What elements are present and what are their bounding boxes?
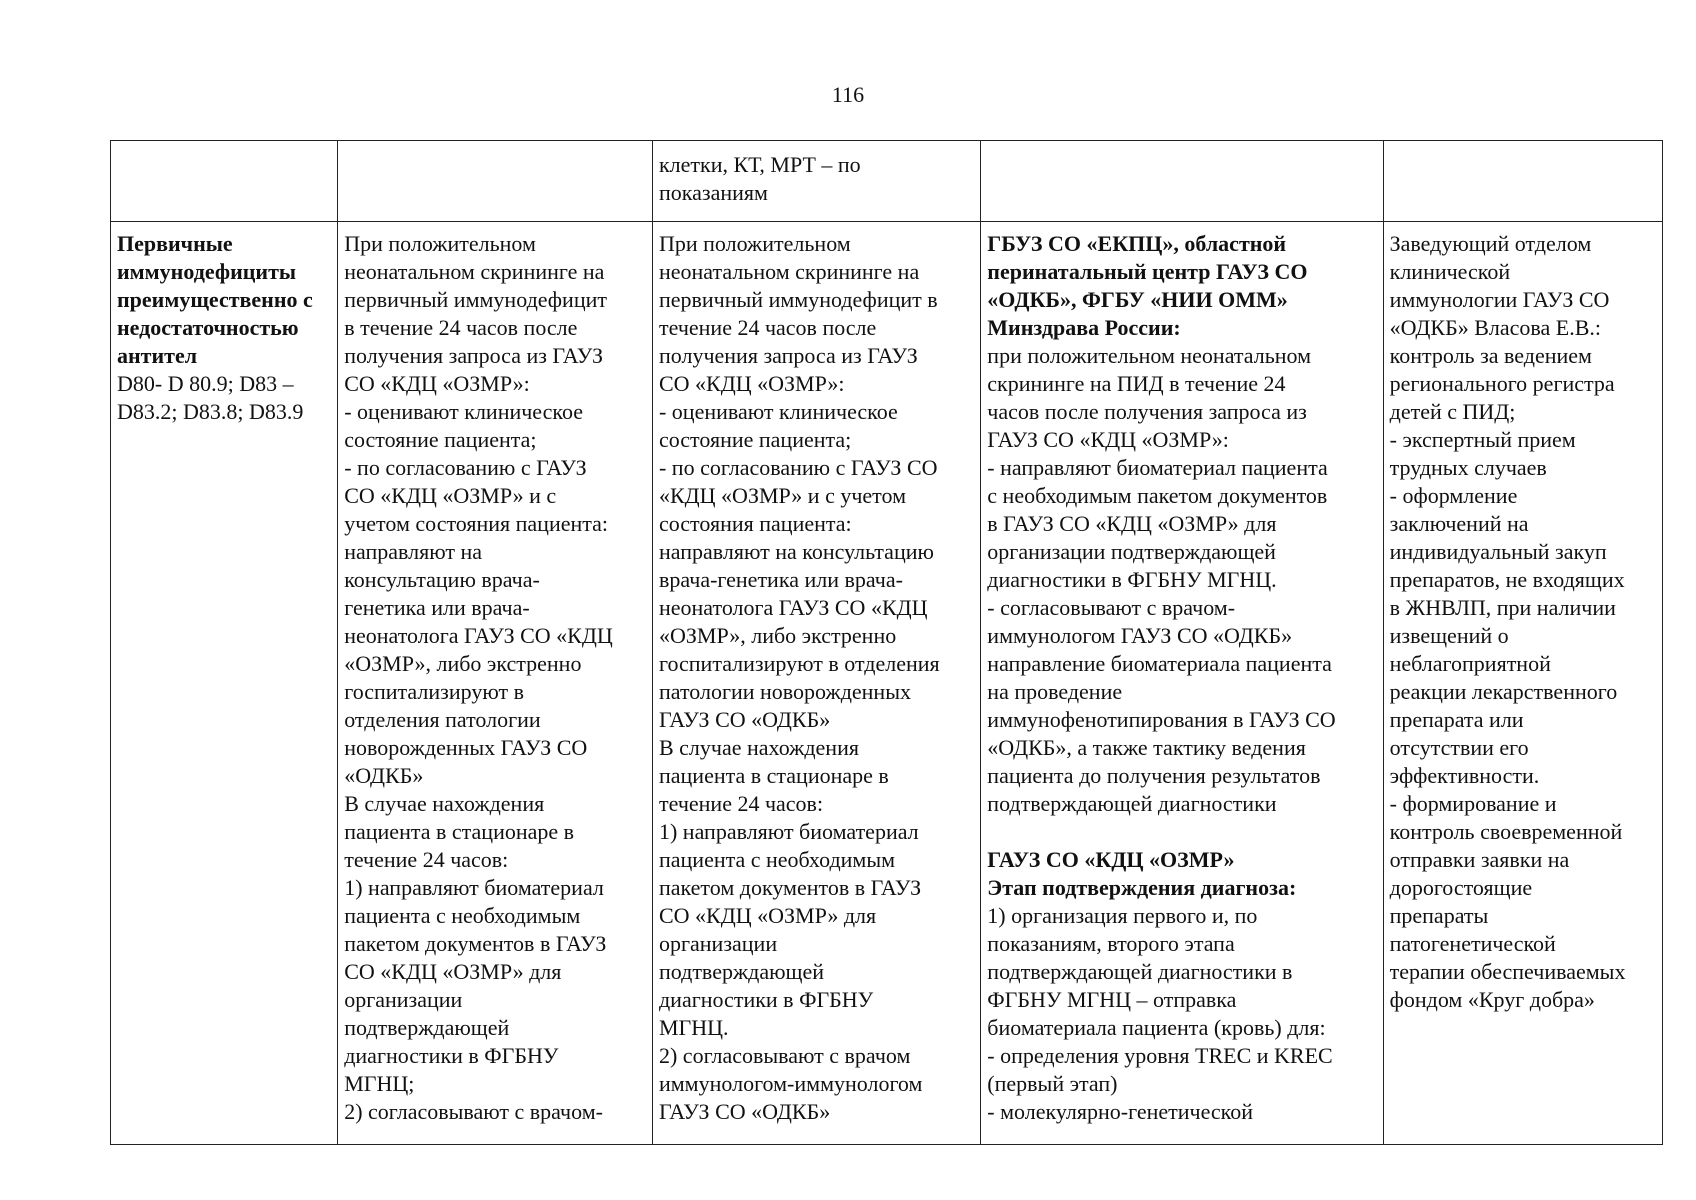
col4-heading-2: ГАУЗ СО «КДЦ «ОЗМР» Этап подтверждения диагноза: [987,847,1297,900]
table-row-continuation [111,141,1663,222]
cell-continuation-col3: клетки, КТ, МРТ – по показаниям [652,141,980,222]
cell-continuation-col5 [1383,141,1662,222]
document-table [110,140,1663,1145]
cell-col2-text: При положительном неонатальном скрининге на первичный иммунодефицит в течение 24 часов после получения запроса из ГАУЗ СО «КДЦ «ОЗМР»: - оценивают клиническое состояние пациента; - по согласованию с ГАУЗ СО «КДЦ «ОЗМР» и с учетом состояния пациента: направляют на консультацию врача- генетика или врача- неонатолога ГАУЗ СО «КДЦ «ОЗМР», либо экстренно госпитализируют в отделения патологии новорожденных ГАУЗ СО «ОДКБ» В случае нахождения пациента в стационаре в течение 24 часов: 1) направляют биоматериал пациента с необходимым пакетом документов в ГАУЗ СО «КДЦ «ОЗМР» для организации подтверждающей диагностики в ФГБНУ МГНЦ; 2) согласовывают с врачом- [338,222,653,1145]
cell-col3-text: При положительном неонатальном скрининге на первичный иммунодефицит в течение 24 часов после получения запроса из ГАУЗ СО «КДЦ «ОЗМР»: - оценивают клиническое состояние пациента; - по согласованию с ГАУЗ СО «КДЦ «ОЗМР» и с учетом состояния пациента: направляют на консультацию врача-генетика или врача- неонатолога ГАУЗ СО «КДЦ «ОЗМР», либо экстренно госпитализируют в отделения патологии новорожденных ГАУЗ СО «ОДКБ» В случае нахождения пациента в стационаре в течение 24 часов: 1) направляют биоматериал пациента с необходимым пакетом документов в ГАУЗ СО «КДЦ «ОЗМР» для организации подтверждающей диагностики в ФГБНУ МГНЦ. 2) согласовывают с врачом иммунологом-иммунологом ГАУЗ СО «ОДКБ» [652,222,980,1145]
cell-continuation-col4 [981,141,1383,222]
col4-heading-1: ГБУЗ СО «ЕКПЦ», областной перинатальный центр ГАУЗ СО «ОДКБ», ФГБУ «НИИ ОММ» Минздрава России: [987,231,1308,340]
cell-diagnosis [111,222,338,1145]
cell-continuation-col1 [111,141,338,222]
cell-col4 [981,222,1383,1145]
col4-text-2: 1) организация первого и, по показаниям, второго этапа подтверждающей диагностики в ФГБНУ МГНЦ – отправка биоматериала пациента (кровь) для: - определения уровня TREC и KREC (первый этап) - молекулярно-генетической [987,903,1333,1124]
diagnosis-title: Первичные иммунодефициты преимущественно с недостаточностью антител [117,231,313,368]
cell-continuation-col2 [338,141,653,222]
page-number: 116 [831,82,865,107]
col4-text-1: при положительном неонатальном скрининге на ПИД в течение 24 часов после получения запроса из ГАУЗ СО «КДЦ «ОЗМР»: - направляют биоматериал пациента с необходимым пакетом документов в ГАУЗ СО «КДЦ «ОЗМР» для организации подтверждающей диагностики в ФГБНУ МГНЦ. - согласовывают с врачом- иммунологом ГАУЗ СО «ОДКБ» направление биоматериала пациента на проведение иммунофенотипирования в ГАУЗ СО «ОДКБ», а также тактику ведения пациента до получения результатов подтверждающей диагностики [987,343,1336,816]
diagnosis-codes: D80- D 80.9; D83 – D83.2; D83.8; D83.9 [117,371,304,424]
col4-spacer [987,818,1376,846]
cell-col5-text: Заведующий отделом клинической иммунологии ГАУЗ СО «ОДКБ» Власова Е.В.: контроль за ведением регионального регистра детей с ПИД; - экспертный прием трудных случаев - оформление заключений на индивидуальный закуп препаратов, не входящих в ЖНВЛП, при наличии извещений о неблагоприятной реакции лекарственного препарата или отсутствии его эффективности. - формирование и контроль своевременной отправки заявки на дорогостоящие препараты патогенетической терапии обеспечиваемых фондом «Круг добра» [1383,222,1662,1145]
table-row-main [111,222,1663,1145]
